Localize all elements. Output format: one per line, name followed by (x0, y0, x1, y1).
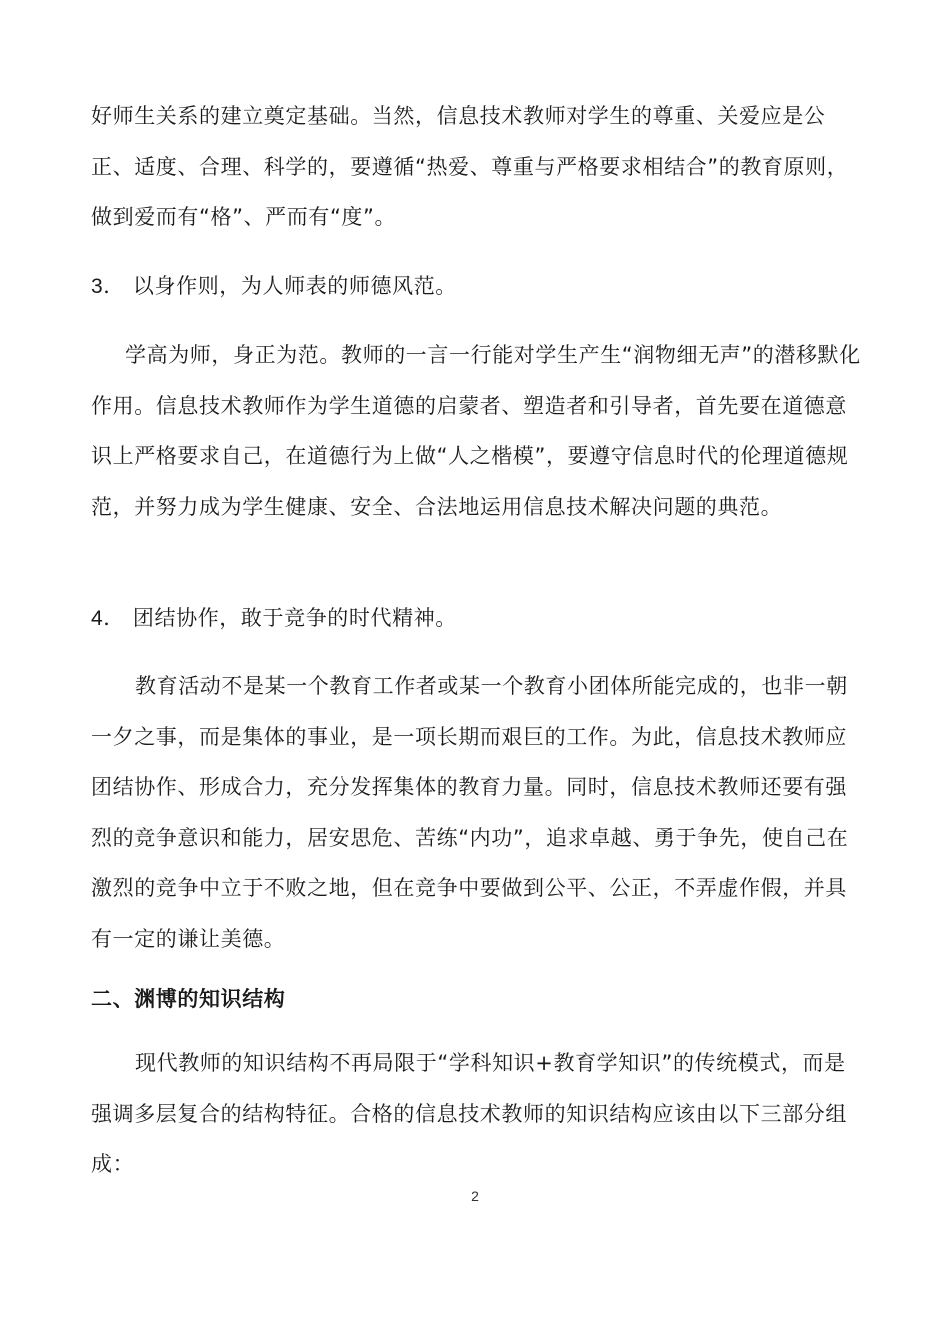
list-item-4 (91, 603, 457, 634)
paragraph-continuation: 好师生关系的建立奠定基础。当然，信息技术教师对学生的尊重、关爱应是公正、适度、合理、科学的，要遵循“热爱、尊重与严格要求相结合”的教育原则，做到爱而有“格”、严而有“度”。 (91, 104, 849, 229)
list-item-3-number: 3． (91, 275, 125, 298)
list-item-4-number: 4． (91, 607, 125, 630)
section-heading: 二、渊博的知识结构 (91, 987, 286, 1011)
paragraph-teamwork: 教育活动不是某一个教育工作者或某一个教育小团体所能完成的，也非一朝一夕之事，而是集体的事业，是一项长期而艰巨的工作。为此，信息技术教师应团结协作、形成合力，充分发挥集体的教育力量。同时，信息技术教师还要有强烈的竞争意识和能力，居安思危、苦练“内功”，追求卓越、勇于争先，使自己在激烈的竞争中立于不败之地，但在竞争中要做到公平、公正，不弄虚作假，并具有一定的谦让美德。 (91, 674, 849, 951)
list-item-4-title: 团结协作，敢于竞争的时代精神。 (132, 606, 457, 630)
paragraph-role-model: 学高为师，身正为范。教师的一言一行能对学生产生“润物细无声”的潜移默化作用。信息技术教师作为学生道德的启蒙者、塑造者和引导者，首先要在道德意识上严格要求自己，在道德行为上做“人之楷模”，要遵守信息时代的伦理道德规范，并努力成为学生健康、安全、合法地运用信息技术解决问题的典范。 (91, 343, 861, 519)
list-item-3 (91, 271, 457, 302)
paragraph-knowledge-structure: 现代教师的知识结构不再局限于“学科知识+教育学知识”的传统模式，而是强调多层复合的结构特征。合格的信息技术教师的知识结构应该由以下三部分组成： (91, 1051, 847, 1176)
page-number: 2 (471, 1188, 479, 1204)
list-item-3-title: 以身作则，为人师表的师德风范。 (132, 274, 457, 298)
